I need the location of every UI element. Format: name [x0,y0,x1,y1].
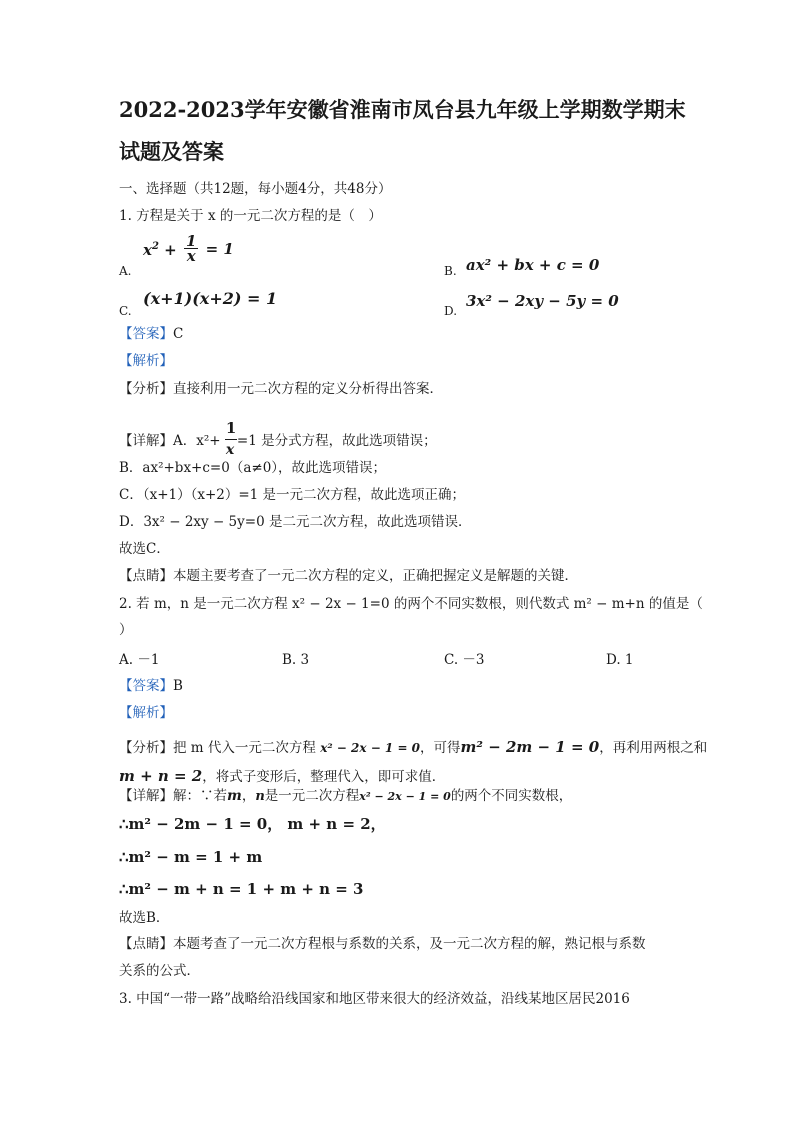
doc-title-line2: 试题及答案 [119,139,224,164]
q1-fenxi-text: 直接利用一元二次方程的定义分析得出答案． [173,381,443,397]
q1-xiangjie-a-text2: =1 是分式方程，故此选项错误； [236,433,437,449]
q1-xiangjie-d: D．3x² − 2xy − 5y=0 是二元二次方程，故此选项错误． [119,514,472,530]
q2-answer-value: B [173,678,183,694]
q2-option-b: B. 3 [282,652,310,668]
q1-choose: 故选C． [119,541,170,557]
q2-xiangjie-tag: 【详解】 [119,788,173,804]
q2-dianjing-line1 [119,935,646,953]
q2-xiangjie-text-b: ， [241,788,256,804]
q2-analysis-tag: 【解析】 [119,705,173,721]
q2-choose: 故选B． [119,910,170,926]
q2-answer-tag: 【答案】 [119,678,173,694]
q2-step2: ∴m² − m = 1 + m [119,848,263,866]
q2-fenxi-line1 [119,738,707,757]
q1-option-b-label: B. [444,264,457,278]
q1-option-c-label: C. [119,304,132,318]
q1-stem: 1. 方程是关于 x 的一元二次方程的是（ ） [119,208,382,224]
q1-option-d-math: 3x² − 2xy − 5y = 0 [466,292,619,310]
q1-dianjing-tag: 【点睛】 [119,568,173,584]
q2-xiangjie-eq: x² − 2x − 1 = 0 [359,790,451,803]
q1-xiangjie-a-text: A．x²+ [173,433,221,449]
q2-answer [119,677,183,695]
q2-xiangjie-line [119,787,572,806]
q1-fenxi-tag: 【分析】 [119,381,173,397]
q2-dianjing-text1: 本题考查了一元二次方程根与系数的关系，及一元二次方程的解，熟记根与系数 [173,936,646,952]
q2-fenxi-eq1: x² − 2x − 1 = 0 [320,741,421,755]
q2-fenxi-tag: 【分析】 [119,740,173,756]
doc-title-line1: 2022-2023学年安徽省淮南市凤台县九年级上学期数学期末 [119,97,686,122]
q1-option-a-label: A. [119,264,132,278]
q2-fenxi-text-d: ，将式子变形后，整理代入，即可求值． [202,769,446,785]
q1-option-d-label: D. [444,304,458,318]
q2-fenxi-text-b: ，可得 [420,740,461,756]
q1-xiangjie-tag: 【详解】 [119,433,173,449]
q2-fenxi-text-c: ，再利用两根之和 [599,740,708,756]
q2-dianjing-line2: 关系的公式． [119,963,200,979]
q2-xiangjie-n: n [255,789,265,804]
q2-fenxi-text-a: 把 m 代入一元二次方程 [173,740,316,756]
q2-fenxi-eq3: m + n = 2 [119,767,203,785]
q2-xiangjie-text-c: 是一元二次方程 [264,788,360,804]
q2-step3: ∴m² − m + n = 1 + m + n = 3 [119,880,364,898]
q1-analysis-tag: 【解析】 [119,353,173,369]
q1-answer-tag: 【答案】 [119,326,173,342]
q1-option-a-math: $x^2$ + $\frac{1}{x}$ = 1 [143,232,234,265]
q1-xiangjie-b: B．ax²+bx+c=0（a≠0），故此选项错误； [119,460,387,476]
q1-xiangjie-c: C．（x+1）（x+2）=1 是一元二次方程，故此选项正确； [119,487,466,503]
q2-xiangjie-m: m [227,788,242,804]
q1-option-c-math: (x+1)(x+2) = 1 [143,289,278,308]
q2-step1: ∴m² − 2m − 1 = 0， m + n = 2， [119,815,386,833]
q2-option-a: A. －1 [119,652,160,668]
section-heading: 一、选择题（共12题，每小题4分，共48分） [119,181,392,197]
q2-xiangjie-text-a: 解：∵若 [173,788,227,804]
q2-fenxi-line2 [119,767,445,786]
q3-stem: 3. 中国“一带一路”战略给沿线国家和地区带来很大的经济效益，沿线某地区居民2016 [119,991,630,1007]
q1-answer-value: C [173,326,184,342]
q2-xiangjie-text-d: 的两个不同实数根， [450,788,573,804]
q2-option-c: C. －3 [444,652,485,668]
q1-answer [119,325,183,343]
q2-option-d: D. 1 [606,652,634,668]
q1-option-b-math: ax² + bx + c = 0 [466,256,600,274]
q1-xiangjie-a: 【详解】A．x²+ $\frac{1}{x}$ =1 是分式方程，故此选项错误； [119,419,437,458]
q1-fenxi [119,380,443,398]
q2-dianjing-tag: 【点睛】 [119,936,173,952]
q2-fenxi-eq2: m² − 2m − 1 = 0 [460,738,600,756]
q2-stem: 2. 若 m，n 是一元二次方程 x² − 2x − 1=0 的两个不同实数根，则代数式 m² − m+n 的值是（ [119,596,703,612]
q2-stem-end: ） [119,622,133,638]
q1-dianjing-text: 本题主要考查了一元二次方程的定义，正确把握定义是解题的关键． [173,568,578,584]
q1-dianjing [119,567,578,585]
